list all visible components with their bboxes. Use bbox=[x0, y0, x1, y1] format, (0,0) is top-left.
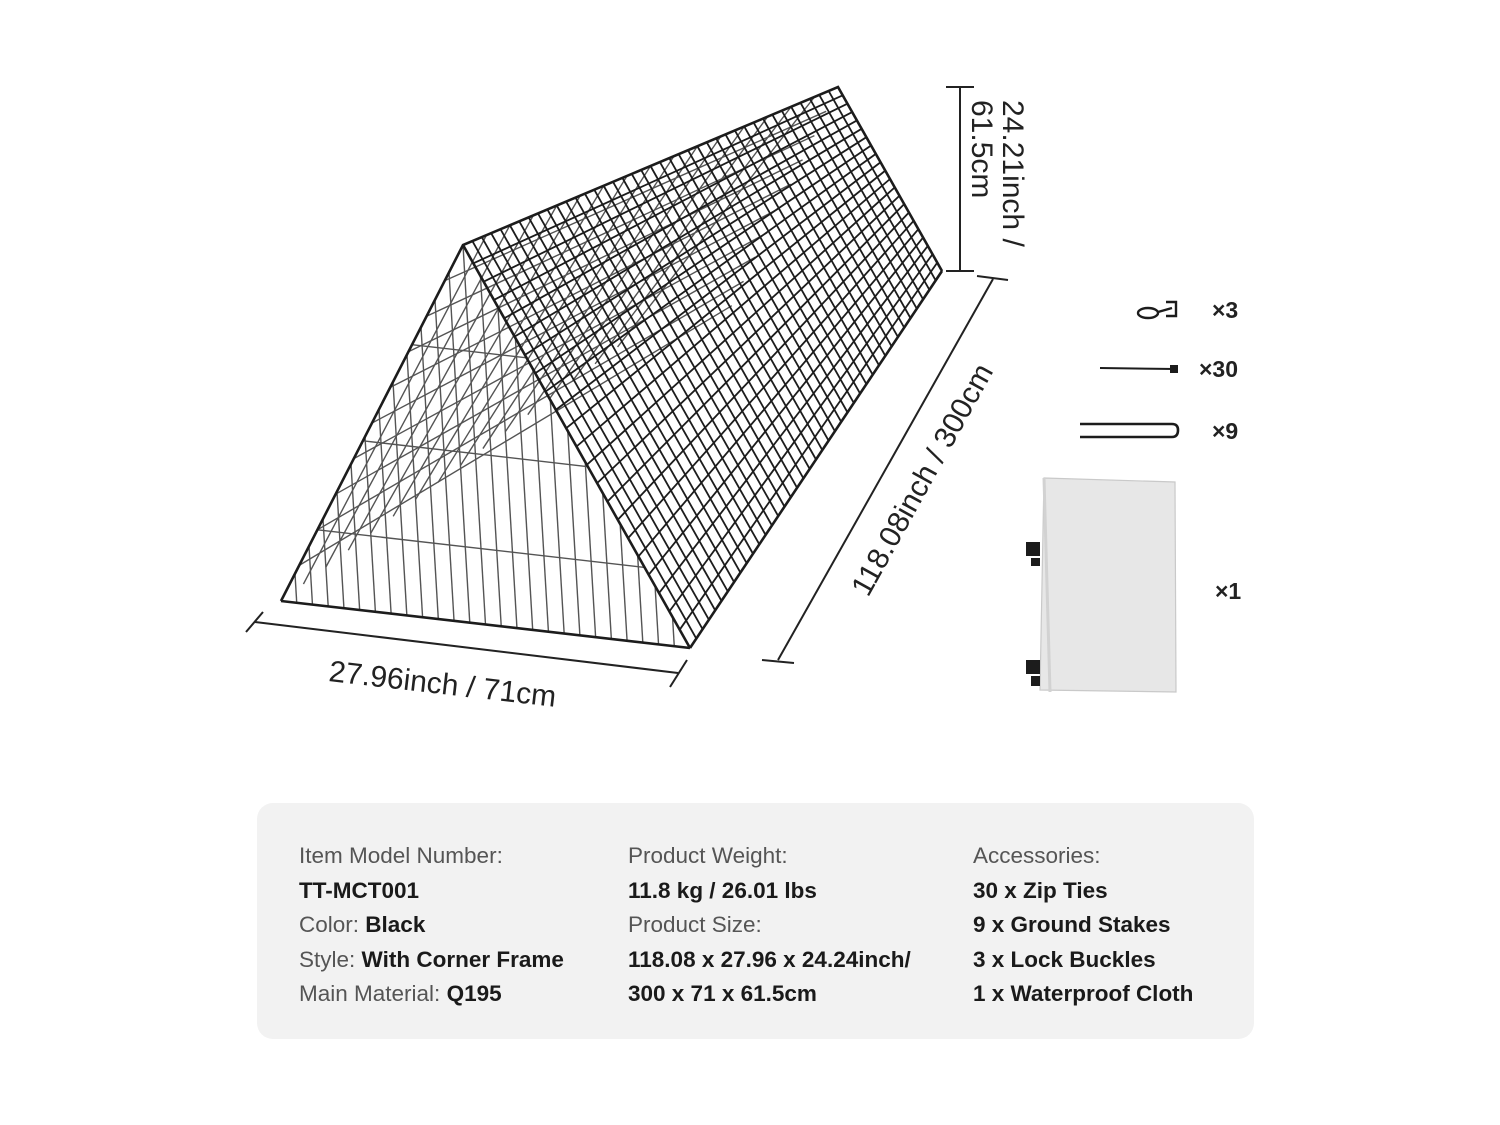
material-value: Q195 bbox=[446, 981, 502, 1006]
color-row bbox=[299, 908, 564, 943]
accessories-label: Accessories: bbox=[973, 843, 1101, 868]
style-label: Style: bbox=[299, 946, 356, 972]
specifications-panel bbox=[257, 803, 1254, 1039]
size-value-cm: 300 x 71 x 61.5cm bbox=[628, 981, 817, 1006]
spec-column-size bbox=[628, 839, 911, 1012]
lock-buckle-qty: ×3 bbox=[1212, 297, 1239, 323]
accessory-item: 1 x Waterproof Cloth bbox=[973, 981, 1194, 1006]
size-value-inch: 118.08 x 27.96 x 24.24inch/ bbox=[628, 946, 911, 972]
width-dimension-label: 27.96inch / 71cm bbox=[327, 655, 558, 714]
svg-text:24.21inch /: 24.21inch / bbox=[996, 100, 1029, 247]
weight-value: 11.8 kg / 26.01 lbs bbox=[628, 877, 817, 903]
weight-label: Product Weight: bbox=[628, 843, 788, 868]
zip-tie-qty: ×30 bbox=[1199, 356, 1239, 382]
model-number-label: Item Model Number: bbox=[299, 843, 503, 868]
length-dimension-label: 118.08inch / 300cm bbox=[845, 358, 1000, 602]
waterproof-cloth-qty: ×1 bbox=[1215, 578, 1242, 604]
lock-buckle-icon bbox=[1138, 302, 1176, 318]
material-row bbox=[299, 977, 564, 1012]
material-label: Main Material: bbox=[299, 981, 441, 1006]
spec-column-accessories bbox=[973, 839, 1193, 1012]
style-row bbox=[299, 943, 564, 978]
ground-stake-qty: ×9 bbox=[1212, 418, 1239, 444]
accessory-item: 30 x Zip Ties bbox=[973, 877, 1108, 903]
svg-text:61.5cm: 61.5cm bbox=[965, 100, 998, 199]
height-dimension-label bbox=[965, 100, 1029, 247]
spec-column-general bbox=[299, 839, 564, 1012]
wire-cage bbox=[281, 87, 942, 648]
accessory-item: 9 x Ground Stakes bbox=[973, 912, 1171, 937]
color-value: Black bbox=[365, 912, 426, 937]
accessory-item: 3 x Lock Buckles bbox=[973, 946, 1156, 972]
model-number-value: TT-MCT001 bbox=[299, 877, 420, 903]
ground-stake-icon bbox=[1080, 424, 1178, 437]
waterproof-cloth-icon bbox=[1026, 478, 1176, 692]
style-value: With Corner Frame bbox=[361, 946, 564, 972]
size-label: Product Size: bbox=[628, 912, 762, 937]
color-label: Color: bbox=[299, 912, 360, 937]
zip-tie-icon bbox=[1100, 365, 1178, 373]
